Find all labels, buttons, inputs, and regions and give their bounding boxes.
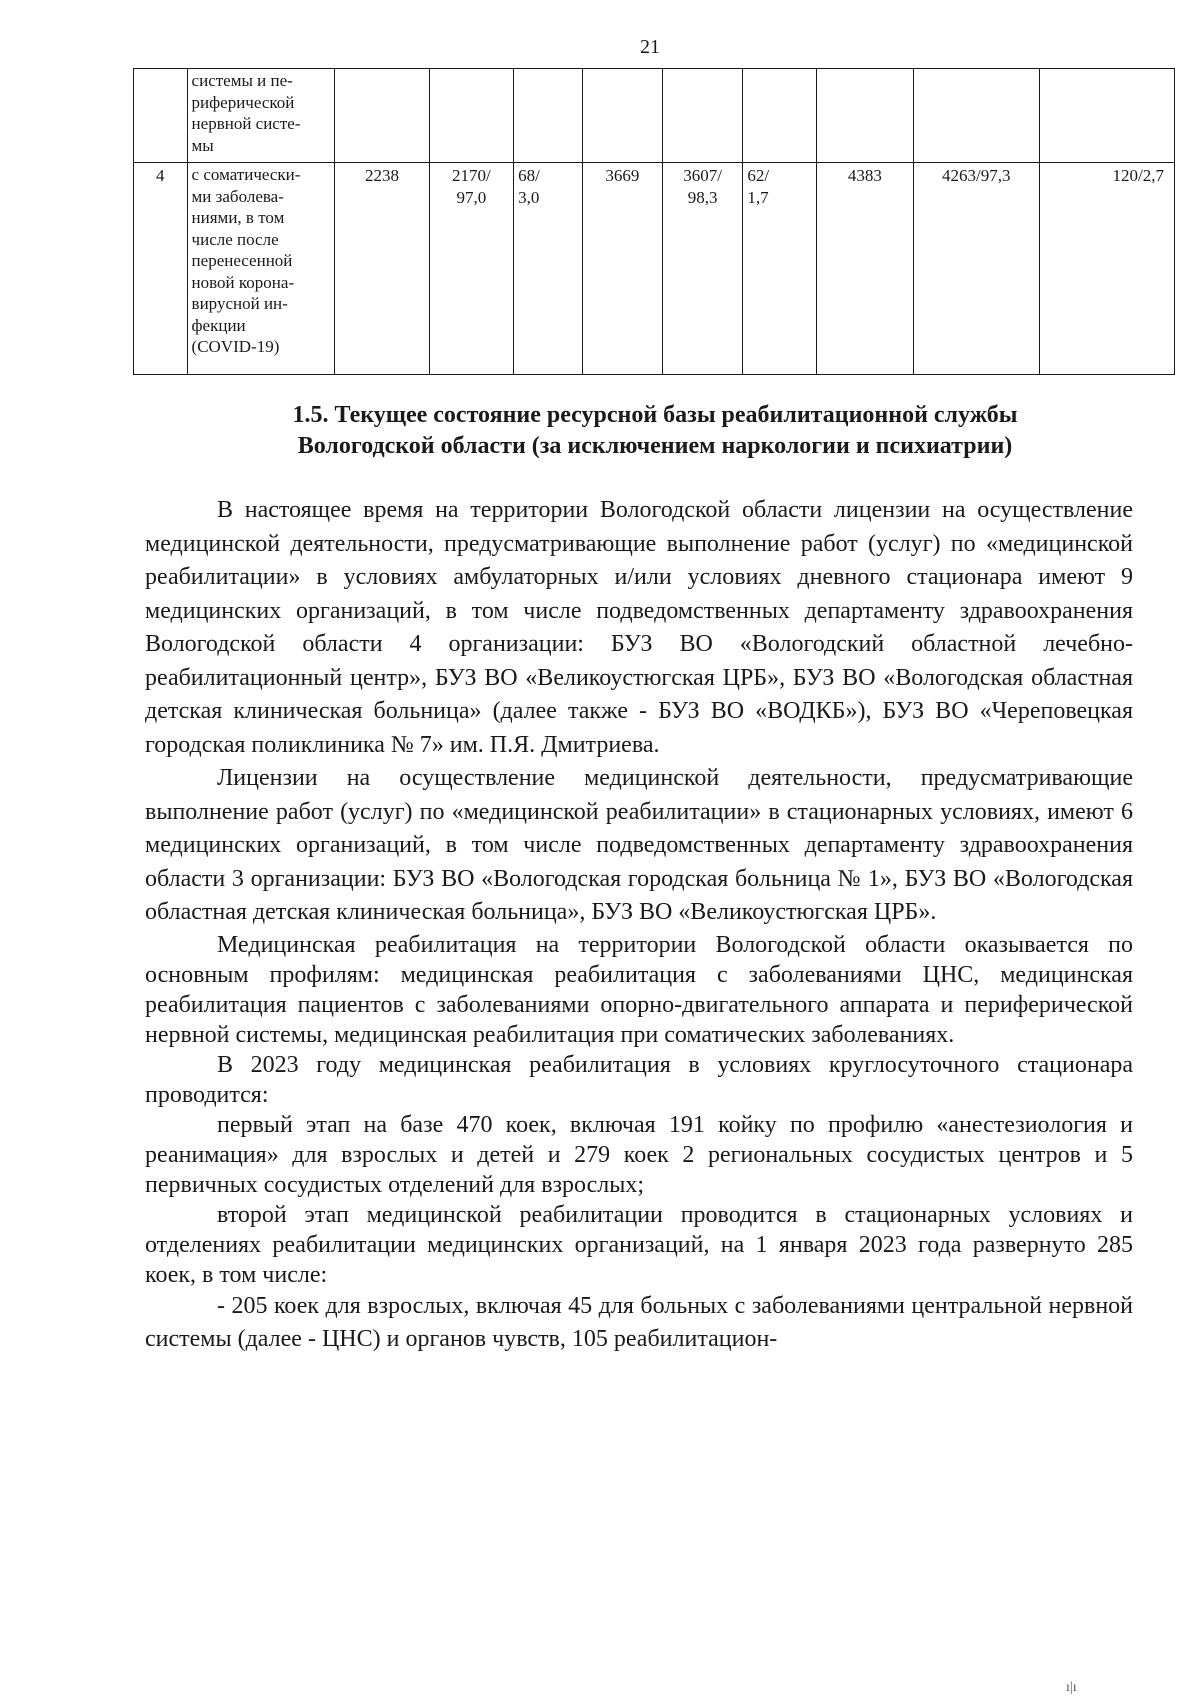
page-number: 21	[640, 36, 660, 58]
scan-mark: ı|ı	[1066, 1680, 1077, 1695]
table-cell: 4263/97,3	[913, 163, 1039, 375]
paragraph: В настоящее время на территории Вологодской области лицензии на осуществление медицинской деятельности, предусматривающие выполнение работ (услуг) по «медицинской реабилитации» в условиях амбулаторных и/или условиях дневного стационара имеют 9 медицинских организаций, в том числе подведомственных департаменту здравоохранения Вологодской области 4 организации: БУЗ ВО «Вологодский областной лечебно-реабилитационный центр», БУЗ ВО «Великоустюгская ЦРБ», БУЗ ВО «Вологодская областная детская клиническая больница» (далее также - БУЗ ВО «ВОДКБ»), БУЗ ВО «Череповецкая городская поликлиника № 7» им. П.Я. Дмитриева.	[145, 497, 1133, 758]
paragraph: Медицинская реабилитация на территории Вологодской области оказывается по основным профилям: медицинская реабилитация с заболеваниями ЦНС, медицинская реабилитация пациентов с заболеваниями опорно-двигательного аппарата и периферической нервной системы, медицинская реабилитация при соматических заболеваниях.	[145, 931, 1133, 1048]
table-cell	[913, 69, 1039, 163]
paragraph: Лицензии на осуществление медицинской деятельности, предусматривающие выполнение работ (услуг) по «медицинской реабилитации» в стационарных условиях, имеют 6 медицинских организаций, в том числе подведомственных департаменту здравоохранения области 3 организации: БУЗ ВО «Вологодская городская больница № 1», БУЗ ВО «Вологодская областная детская клиническая больница», БУЗ ВО «Великоустюгская ЦРБ».	[145, 765, 1133, 925]
paragraph: - 205 коек для взрослых, включая 45 для больных с заболеваниями центральной нервной системы (далее - ЦНС) и органов чувств, 105 реабилитацион-	[145, 1292, 1133, 1352]
row-number	[134, 69, 188, 163]
table-cell	[743, 69, 817, 163]
table-row	[134, 69, 1175, 163]
row-description: с соматически- ми заболева- ниями, в том числе после перенесенной новой корона- вирусной ин- фекции (COVID-19)	[187, 163, 335, 375]
paragraph: В 2023 году медицинская реабилитация в условиях круглосуточного стационара проводится:	[145, 1051, 1133, 1108]
section-title-line: 1.5. Текущее состояние ресурсной базы реабилитационной службы	[292, 402, 1018, 428]
table-cell: 3669	[582, 163, 662, 375]
table-cell	[582, 69, 662, 163]
table-cell	[817, 69, 913, 163]
table-cell: 2238	[335, 163, 429, 375]
table-cell: 3607/ 98,3	[663, 163, 743, 375]
table-cell: 2170/ 97,0	[429, 163, 514, 375]
table-cell: 62/ 1,7	[743, 163, 817, 375]
table-cell: 120/2,7	[1039, 163, 1174, 375]
table-cell	[663, 69, 743, 163]
table-cell	[514, 69, 583, 163]
body-text	[145, 494, 1133, 1357]
table-row	[134, 163, 1175, 375]
paragraph: второй этап медицинской реабилитации проводится в стационарных условиях и отделениях реабилитации медицинских организаций, на 1 января 2023 года развернуто 285 коек, в том числе:	[145, 1201, 1133, 1288]
row-description: системы и пе- риферической нервной систе- мы	[187, 69, 335, 163]
statistics-table	[133, 68, 1175, 375]
section-title-line: Вологодской области (за исключением наркологии и психиатрии)	[297, 433, 1013, 459]
section-title	[140, 400, 1170, 462]
paragraph: первый этап на базе 470 коек, включая 191 койку по профилю «анестезиология и реанимация» для взрослых и детей и 279 коек 2 региональных сосудистых центров и 5 первичных сосудистых отделений для взрослых;	[145, 1111, 1133, 1198]
table-cell: 4383	[817, 163, 913, 375]
row-number: 4	[134, 163, 188, 375]
table-cell: 68/ 3,0	[514, 163, 583, 375]
table-cell	[335, 69, 429, 163]
table-cell	[429, 69, 514, 163]
table-cell	[1039, 69, 1174, 163]
